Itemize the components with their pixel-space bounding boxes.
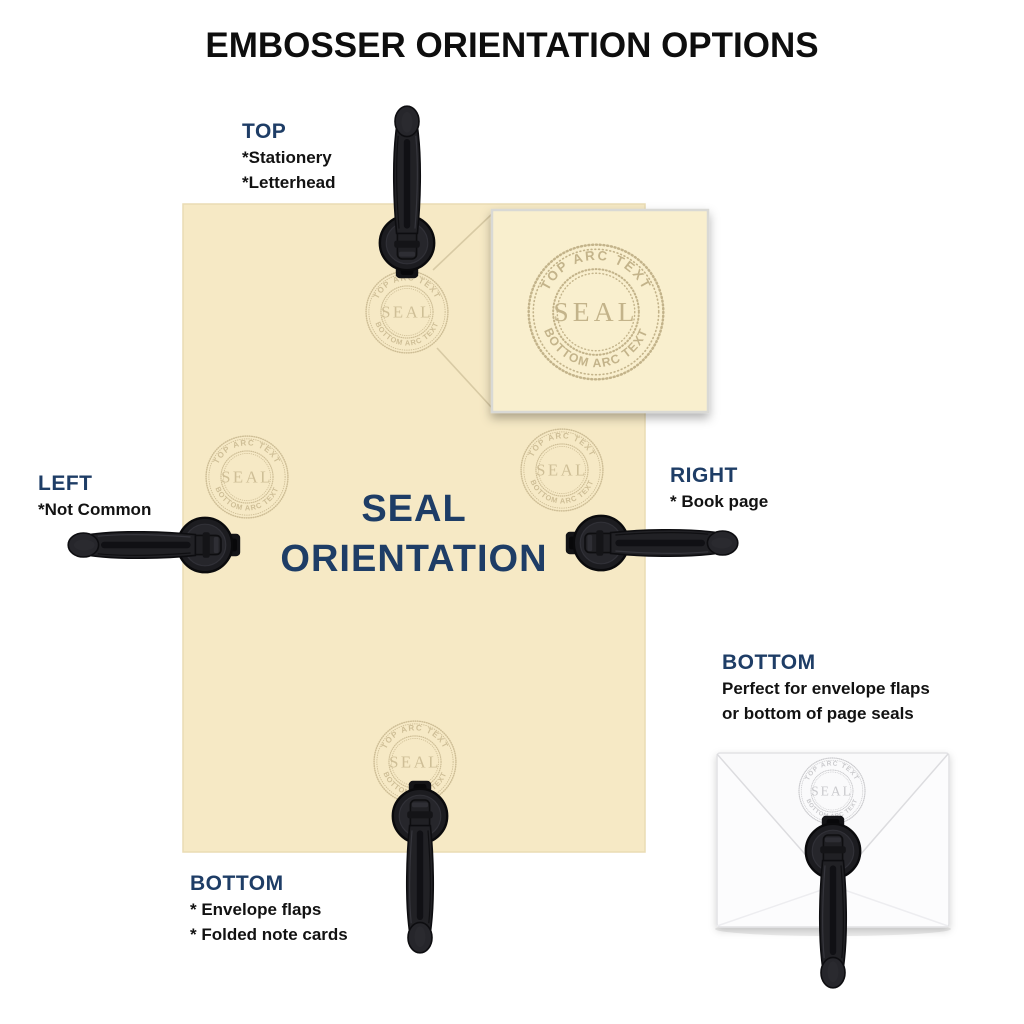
diagram-artwork: TOP ARC TEXT BOTTOM ARC TEXT SEAL — [0, 0, 1024, 1024]
label-bottom — [190, 872, 348, 947]
label-bottom-right — [722, 651, 930, 726]
label-heading: BOTTOM — [190, 872, 284, 895]
label-left — [38, 472, 151, 523]
embosser-top — [380, 106, 434, 278]
label-line: *Stationery — [242, 148, 332, 167]
label-line: * Book page — [670, 492, 769, 511]
label-line: *Letterhead — [242, 172, 336, 192]
label-line: Perfect for envelope flaps — [722, 679, 930, 698]
paper-center-label-line1: SEAL — [361, 488, 467, 530]
label-heading: RIGHT — [670, 464, 738, 487]
paper-center-label — [183, 484, 645, 584]
label-top — [242, 120, 336, 195]
label-heading: TOP — [242, 120, 287, 143]
label-line: * Folded note cards — [190, 924, 348, 944]
embosser-bottom — [393, 781, 447, 953]
paper-center-label-line2: ORIENTATION — [280, 538, 548, 581]
label-heading: BOTTOM — [722, 651, 816, 674]
label-line: or bottom of page seals — [722, 703, 914, 723]
detail-callout-square — [492, 210, 708, 412]
label-right — [670, 464, 768, 515]
label-line: * Envelope flaps — [190, 900, 322, 919]
label-heading: LEFT — [38, 472, 93, 495]
page-title: EMBOSSER ORIENTATION OPTIONS — [205, 26, 819, 65]
label-line: *Not Common — [38, 500, 152, 519]
